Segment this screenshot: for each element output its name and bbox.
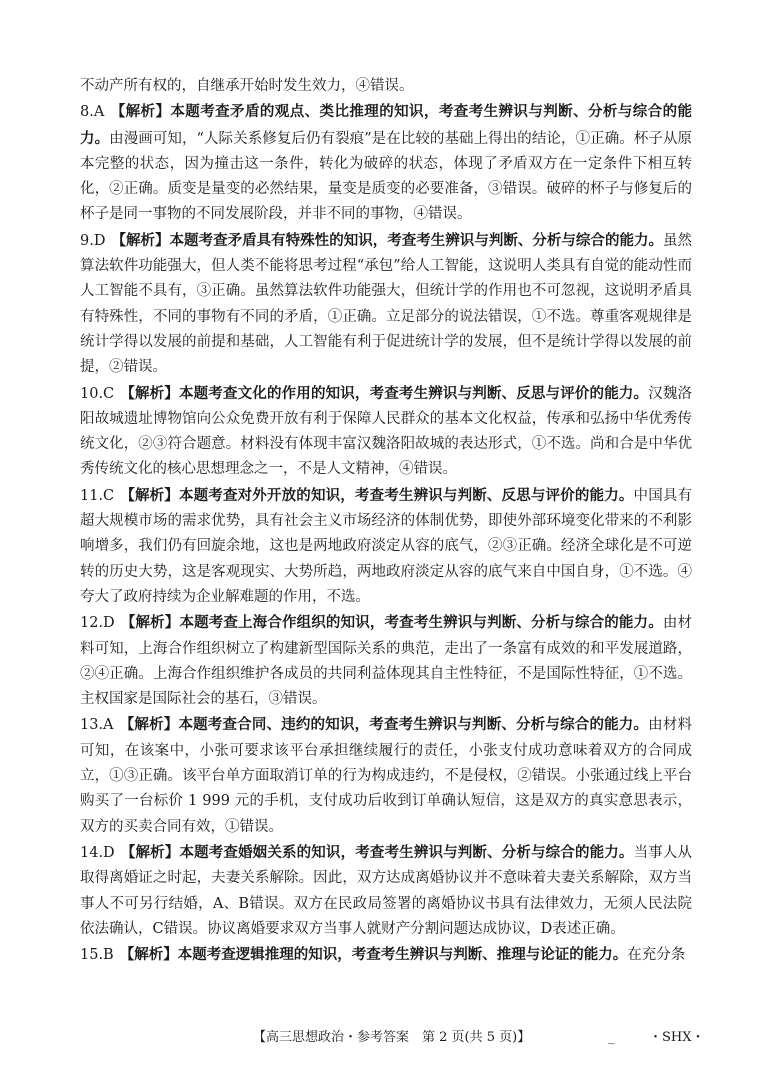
answer-item-8 [80,99,692,227]
item-number: 15.B [80,947,114,964]
answer-item-12 [80,610,692,712]
item-body: 在充分条 [627,947,686,964]
analysis-tag: 【解析】 [120,486,179,504]
answer-item-11 [80,483,692,610]
item-number: 11.C [80,487,115,504]
item-lead: 本题考查合同、违约的知识，考查考生辨识与判断、分析与综合的能力。 [178,716,649,734]
analysis-tag: 【解析】 [111,231,170,249]
footer-dash: _ [608,1030,615,1045]
intro-fragment: 不动产所有权的，自继承开始时发生效力，④错误。 [80,78,414,94]
footer-code: ・SHX・ [649,1030,705,1045]
footer-page-info: 【高三思想政治・参考答案 第 2 页(共 5 页)】 [253,1030,531,1045]
analysis-tag: 【解析】 [120,614,180,632]
item-body: 汉魏洛阳故城遗址博物馆向公众免费开放有利于保障人民群众的基本文化权益，传承和弘扬中华优秀传统文化，②③符合题意。材料没有体现丰富汉魏洛阳故城的表达形式，①不选。尚和合是中华优秀传统文化的核心思想理念之一，不是人文精神，④错误。 [80,385,693,478]
answer-item-13 [80,712,692,839]
analysis-tag: 【解析】 [119,946,178,964]
analysis-tag: 【解析】 [110,103,171,121]
item-lead: 本题考查文化的作用的知识，考查考生辨识与判断、反思与评价的能力。 [178,384,649,402]
item-lead: 本题考查上海合作组织的知识，考查考生辨识与判断、分析与综合的能力。 [179,614,663,632]
answer-item-15 [80,942,692,968]
answer-item-9 [80,228,692,381]
item-number: 9.D [80,232,106,249]
item-lead: 本题考查婚姻关系的知识，考查考生辨识与判断、分析与综合的能力。 [179,843,634,861]
item-number: 12.D [80,615,115,632]
item-lead: 本题考查逻辑推理的知识，考查考生辨识与判断、推理与论证的能力。 [177,946,628,964]
item-body: 由材料可知，上海合作组织树立了构建新型国际关系的典范，走出了一条富有成效的和平发展道路，②④正确。上海合作组织维护各成员的共同利益体现其自主性特征，不是国际性特征，①不选。主权国家是国际社会的基石，③错误。 [80,615,693,708]
item-lead: 本题考查矛盾的观点、类比推理的知识，考查考生辨识与判断、分析与综合的能力。 [80,103,692,147]
item-body: 当事人从取得离婚证之时起，夫妻关系解除。因此，双方达成离婚协议并不意味着夫妻关系解除，双方当事人不可另行结婚，A、B错误。双方在民政局签署的离婚协议书具有法律效力，无须人民法院依法确认，C错误。协议离婚要求双方当事人就财产分割问题达成协议，D表述正确。 [80,844,693,937]
item-body: 中国具有超大规模市场的需求优势，具有社会主义市场经济的体制优势，即使外部环境变化带来的不利影响增多，我们仍有回旋余地，这也是两地政府淡定从容的底气，②③正确。经济全球化是不可逆转的历史大势，这是客观现实、大势所趋，两地政府淡定从容的底气来自中国自身，①不选。④夸大了政府持续为企业解难题的作用，不选。 [80,487,693,605]
item-body: 虽然算法软件功能强大，但人类不能将思考过程“承包”给人工智能，这说明人类具有自觉的能动性而人工智能不具有，③正确。虽然算法软件功能强大，但统计学的作用也不可忽视，这说明矛盾具有特殊性，不同的事物有不同的矛盾，①正确。立足部分的说法错误，①不选。尊重客观规律是统计学得以发展的前提和基础，人工智能有利于促进统计学的发展，但不是统计学得以发展的前提，②错误。 [80,232,693,376]
item-lead: 本题考查对外开放的知识，考查考生辨识与判断、反思与评价的能力。 [178,486,634,504]
answer-item-14 [80,840,692,942]
answer-content [80,74,692,968]
item-number: 10.C [80,385,115,402]
analysis-tag: 【解析】 [120,384,179,402]
item-lead: 本题考查矛盾具有特殊性的知识，考查考生辨识与判断、分析与综合的能力。 [169,231,663,249]
item-number: 13.A [80,717,114,734]
item-number: 8.A [80,104,105,121]
item-number: 14.D [80,844,115,861]
item-body: 由漫画可知，“人际关系修复后仍有裂痕”是在比较的基础上得出的结论，①正确。杯子从原本完整的状态，因为撞击这一条件，转化为破碎的状态，体现了矛盾双方在一定条件下相互转化，②正确。质变是量变的必然结果，量变是质变的必要准备，③错误。破碎的杯子与修复后的杯子是同一事物的不同发展阶段，并非不同的事物，④错误。 [80,130,693,223]
analysis-tag: 【解析】 [120,843,180,861]
item-body: 由材料可知，在该案中，小张可要求该平台承担继续履行的责任，小张支付成功意味着双方的合同成立，①③正确。该平台单方面取消订单的行为构成违约，不是侵权，②错误。小张通过线上平台购买了一台标价 1 999 元的手机，支付成功后收到订单确认短信，这是双方的真实意思表示，双方的买卖合同有效，①错误。 [80,717,693,835]
analysis-tag: 【解析】 [119,716,179,734]
answer-item-10 [80,381,692,483]
